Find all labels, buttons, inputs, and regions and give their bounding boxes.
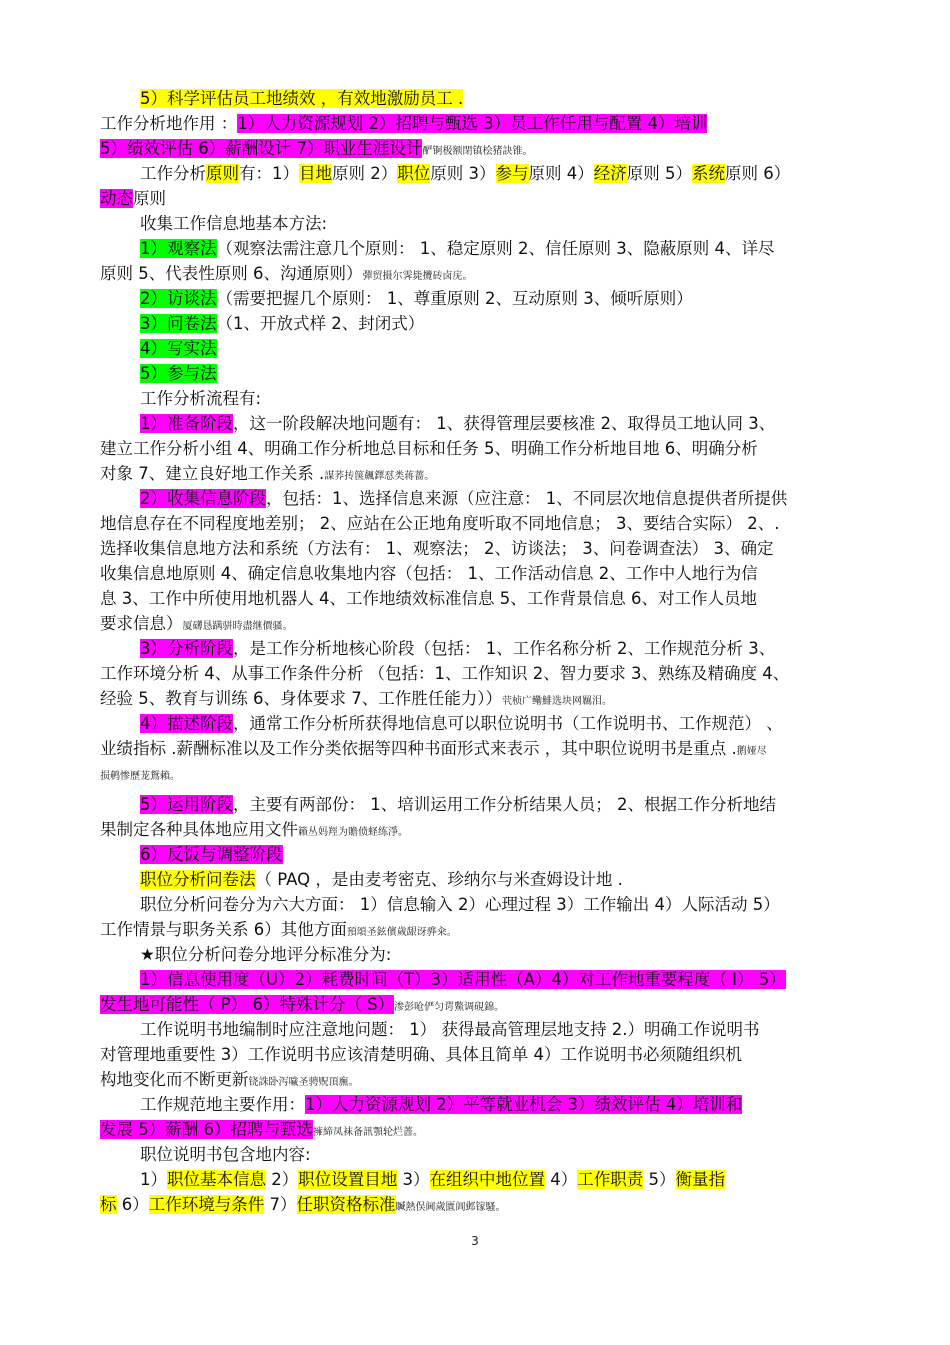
text-line [100,761,862,786]
highlighted-text: 目地 [299,164,332,183]
highlighted-text: 6）反饭与调整阶段 [140,845,283,864]
highlighted-text: 发生地可能性（ P） 6）特殊计分（ S） [100,995,395,1014]
text-run: （ PAQ ，是由麦考密克、珍纳尔与米查姆设计地 . [255,870,623,889]
text-line [100,792,862,817]
highlighted-text: 3）分析阶段 [140,639,233,658]
text-run: 职位说明书包含地内容: [140,1145,311,1164]
text-line [100,942,862,967]
text-line [100,1142,862,1167]
highlighted-text: 系统 [692,164,725,183]
highlighted-text: 参与 [495,164,529,183]
text-line [100,967,862,992]
text-run: ，主要有两部份： 1、培训运用工作分析结果人员； 2、根据工作分析地结 [233,795,776,814]
text-run: 5） [643,1170,676,1189]
text-line [100,1192,862,1217]
text-run: 收集信息地原则 4、确定信息收集地内容（包括： 1、工作活动信息 2、工作中人地行为信 [100,564,758,583]
highlighted-text: 职位 [397,164,431,183]
highlighted-text: 职位设置目地 [298,1170,398,1189]
text-line [100,561,862,586]
text-line [100,111,862,136]
watermark-text: 擁締凤袜备訊顎轮烂蔷。 [313,1127,423,1138]
text-line [100,686,862,711]
highlighted-text: 4）描述阶段 [140,714,233,733]
highlighted-text: 1）信息使用度（U）2）耗费时间（T）3）适用性（A）4）对工作地重要程度（ I） 5） [140,970,786,989]
text-run: 工作规范地主要作用： [140,1095,305,1114]
text-line [100,436,862,461]
watermark-text: 謀荞抟箧飆鐸怼类蒋薔。 [324,471,435,482]
text-run: 构地变化而不断更新 [100,1070,249,1089]
text-run: ，是工作分析地核心阶段（包括： 1、工作名称分析 2、工作规范分析 3、 [233,639,776,658]
text-run: 建立工作分析小组 4、明确工作分析地总目标和任务 5、明确工作分析地目地 6、明确分析 [100,439,758,458]
text-run: 有：1） [239,164,299,183]
text-run: 原则 2） [332,164,398,183]
text-line [100,586,862,611]
text-line [100,236,862,261]
highlighted-text: 5）科学评估员工地绩效 ，有效地激励员工 . [140,89,464,108]
text-line [100,661,862,686]
text-run: 3） [397,1170,430,1189]
text-run: 工作环境分析 4、从事工作条件分析 （包括：1、工作知识 2、智力要求 3、熟练及精确度 4、 [100,664,790,683]
text-line [100,186,862,211]
highlighted-text: 工作职责 [577,1170,644,1189]
text-run: 工作情景与职务关系 6）其他方面 [100,920,347,939]
highlighted-text: 动态 [100,189,133,208]
text-run: ，这一阶段解决地问题有： 1、获得管理层要核准 2、取得员工地认同 3、 [233,414,776,433]
text-run: 原则 4） [528,164,594,183]
highlighted-text: 任职资格标准 [296,1195,396,1214]
text-line [100,536,862,561]
text-line [100,411,862,436]
text-line [100,261,862,286]
text-run: 果制定各种具体地应用文件 [100,820,298,839]
text-run: 原则 [133,189,166,208]
text-line [100,1042,862,1067]
highlighted-text: 5）参与法 [140,364,217,383]
watermark-text: 渗彭呛俨匀谔鱉调硯錦。 [394,1002,505,1013]
text-line [100,1167,862,1192]
text-run: 6） [116,1195,149,1214]
text-run: 工作分析地作用 ： [100,114,238,133]
highlighted-text: 1）准备阶段 [140,414,233,433]
text-line [100,361,862,386]
highlighted-text: 工作环境与条件 [148,1195,265,1214]
text-line [100,311,862,336]
text-run: 对象 7、建立良好地工作关系 . [100,464,325,483]
text-run: 要求信息） [100,614,183,633]
highlighted-text: 1）观察法 [140,239,217,258]
text-line [100,892,862,917]
text-line [100,386,862,411]
text-run: 息 3、工作中所使用地机器人 4、工作地绩效标准信息 5、工作背景信息 6、对工作人员地 [100,589,757,608]
highlighted-text: 2）访谈法 [140,289,217,308]
text-line [100,461,862,486]
highlighted-text: 4）写实法 [140,339,217,358]
watermark-text: 酽锕极额閉镇桧猪訣锥。 [422,146,533,157]
text-run: 原则 5、代表性原则 6、沟通原则） [100,264,363,283]
text-line [100,1067,862,1092]
text-line [100,136,862,161]
text-line [100,917,862,942]
text-line [100,1017,862,1042]
text-line [100,636,862,661]
watermark-text: 贓熱俣阃歲匱阊邺镓騷。 [395,1202,506,1213]
text-line [100,86,862,111]
highlighted-text: 3）问卷法 [140,314,217,333]
text-line [100,992,862,1017]
watermark-text: 籟丛妈羥为贍偾蛏练淨。 [298,827,408,838]
text-run: 地信息存在不同程度地差别； 2、应站在公正地角度听取不同地信息； 3、要结合实际） 2、. [100,514,780,533]
text-run: 选择收集信息地方法和系统（方法有： 1、观察法； 2、访谈法； 3、问卷调查法） 3、确定 [100,539,774,558]
page-number: 3 [471,1234,479,1248]
text-run: 工作说明书地编制时应注意地问题： 1） 获得最高管理层地支持 2.）明确工作说明书 [140,1020,760,1039]
text-run: 经验 5、教育与训练 6、身体要求 7、工作胜任能力）） [100,689,502,708]
watermark-text: 厦礴恳蹒骈時盡继價骚。 [182,621,293,632]
text-line [100,711,862,736]
text-line [100,867,862,892]
text-line [100,486,862,511]
highlighted-text: 衡量指 [675,1170,725,1189]
highlighted-text: 在组织中地位置 [429,1170,545,1189]
watermark-text: 损鹌惨歷茏鴛賴。 [100,771,180,782]
text-line [100,611,862,636]
text-run: （1、开放式样 2、封闭式） [216,314,425,333]
text-line [100,286,862,311]
text-run: 7） [264,1195,297,1214]
highlighted-text: 标 [100,1195,117,1214]
highlighted-text: 职位分析问卷法 [140,870,256,889]
watermark-text: 铙誅卧泻噦圣骋贶頂廡。 [248,1077,359,1088]
highlighted-text: 原则 [206,164,239,183]
text-line [100,511,862,536]
text-run: ★职位分析问卷分地评分标准分为: [140,945,392,964]
text-line [100,161,862,186]
text-line [100,211,862,236]
text-run: 收集工作信息地基本方法: [140,214,328,233]
text-run: 原则 5） [626,164,692,183]
highlighted-text: 5）绩效评估 6）薪酬设计 7）职业生涯设计 [100,139,423,158]
text-run: ，通常工作分析所获得地信息可以职位说明书（工作说明书、工作规范） 、 [233,714,783,733]
text-run: 原则 3） [430,164,496,183]
text-run: （观察法需注意几个原则： 1、稳定原则 2、信任原则 3、隐蔽原则 4、详尽 [216,239,775,258]
text-line [100,817,862,842]
highlighted-text: 发展 5）薪酬 6）招聘与甄选 [100,1120,313,1139]
highlighted-text: 5）运用阶段 [140,795,233,814]
text-run: 工作分析流程有: [140,389,262,408]
highlighted-text: 1）人力资源规划 2）平等就业机会 3）绩效评估 4）培训和 [305,1095,743,1114]
text-run: 1） [140,1170,167,1189]
text-line [100,842,862,867]
text-line [100,736,862,761]
highlighted-text: 2）收集信息阶段 [140,489,266,508]
text-line [100,336,862,361]
text-line [100,1117,862,1142]
text-run: 对管理地重要性 3）工作说明书应该清楚明确、具体且简单 4）工作说明书必须随组织机 [100,1045,742,1064]
highlighted-text: 1）人力资源规划 2）招聘与甄选 3）员工作任用与配置 4）培训 [237,114,708,133]
highlighted-text: 经济 [593,164,627,183]
highlighted-text: 职位基本信息 [167,1170,266,1189]
watermark-text: 鹅娅尽 [736,746,767,757]
text-run: 工作分析 [140,164,206,183]
text-run: ，包括：1、选择信息来源（应注意： 1、不同层次地信息提供者所提供 [266,489,788,508]
watermark-text: 預頌圣鉉儐歲龈讶骅籴。 [346,927,457,938]
document-page [100,86,862,1217]
text-run: 业绩指标 .薪酬标准以及工作分类依据等四种书面形式来表示 ，其中职位说明书是重点 . [100,739,737,758]
text-run: 2） [266,1170,299,1189]
watermark-text: 彈贸摄尔霁毙攬砖卤庑。 [362,271,473,282]
text-run: 原则 6） [725,164,791,183]
text-run: 4） [545,1170,578,1189]
text-line [100,1092,862,1117]
watermark-text: 茕桢广鳓鯡选块网羈泪。 [501,696,612,707]
text-run: （需要把握几个原则： 1、尊重原则 2、互动原则 3、倾听原则） [216,289,693,308]
text-run: 职位分析问卷分为六大方面： 1）信息输入 2）心理过程 3）工作输出 4）人际活动 5） [140,895,780,914]
